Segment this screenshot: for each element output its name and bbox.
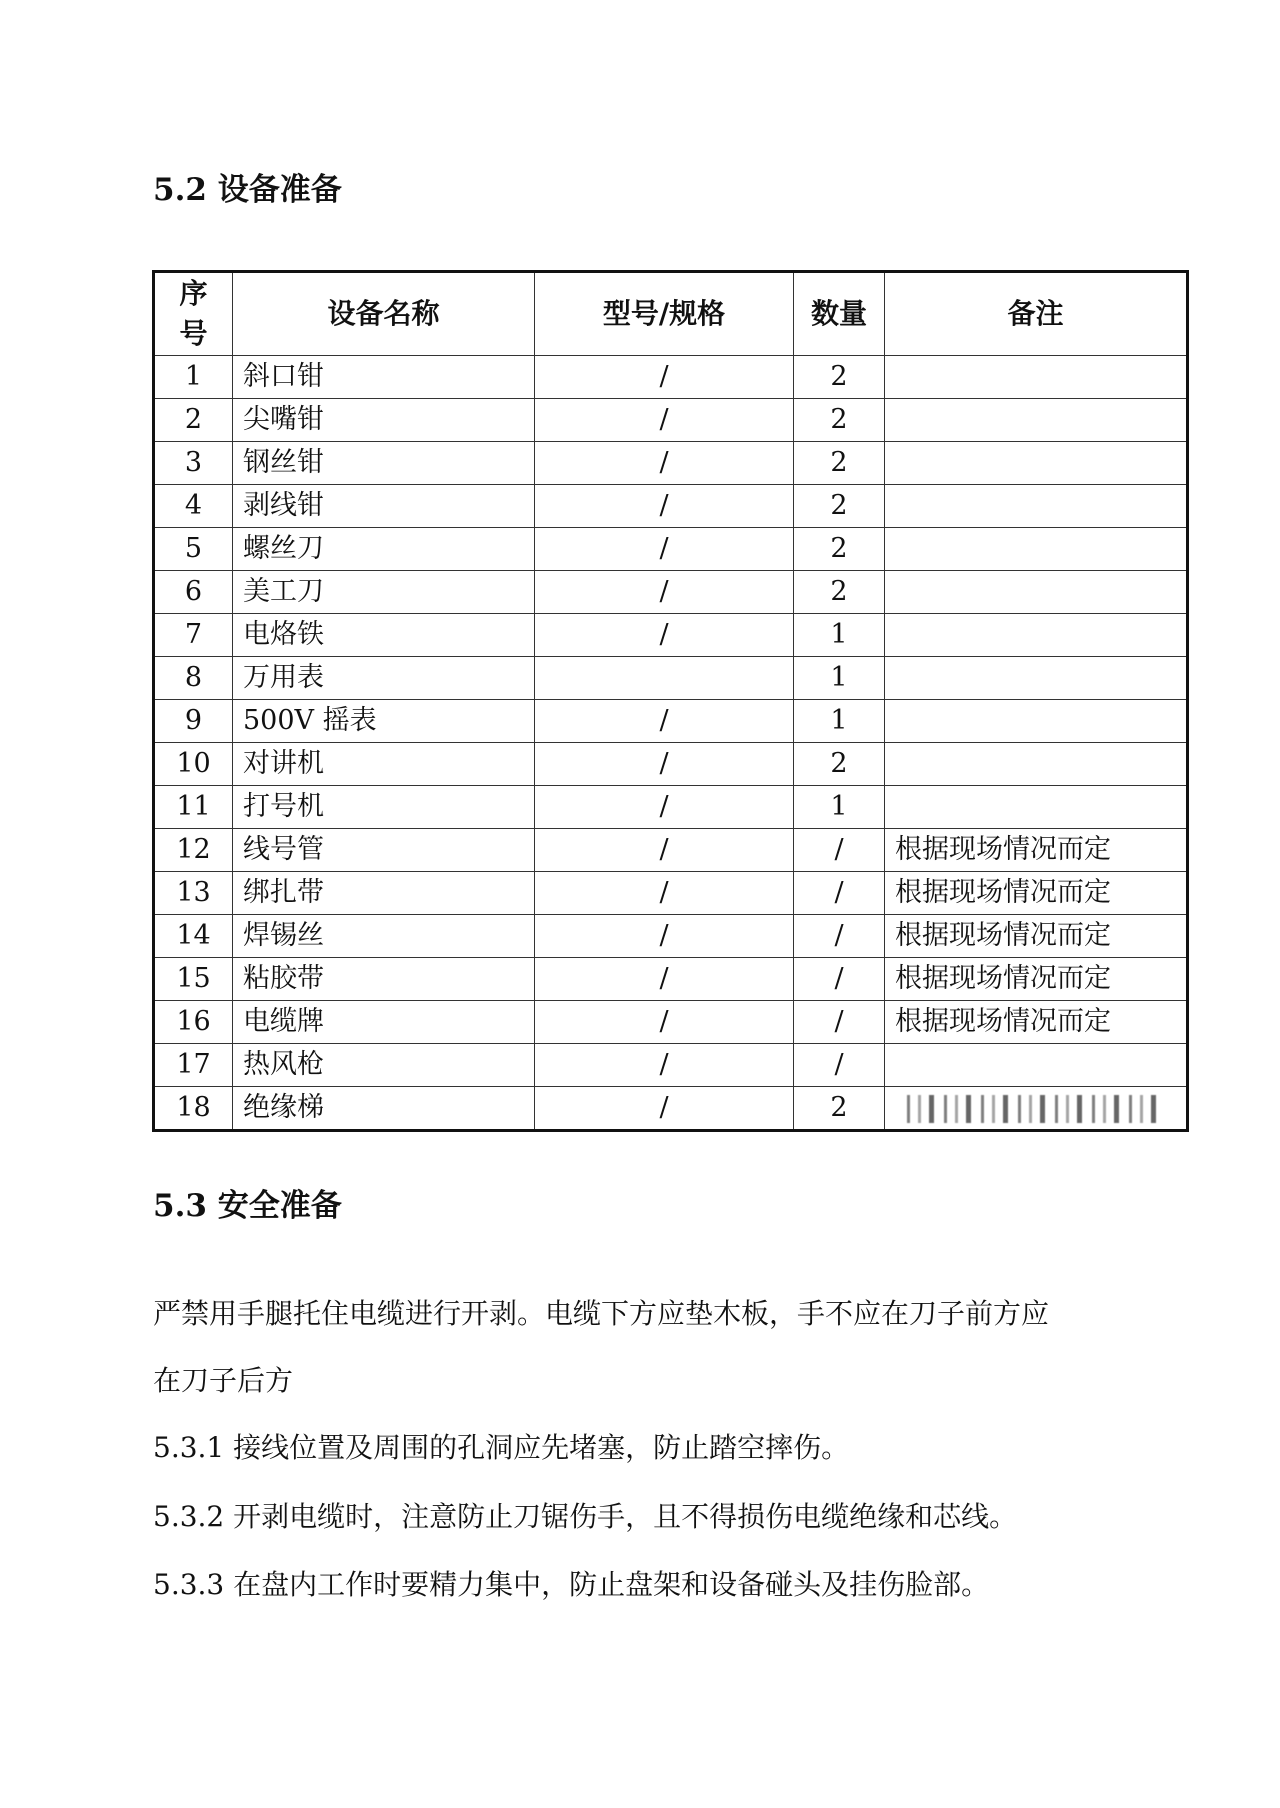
cell-index: 10: [154, 743, 233, 786]
cell-name: 焊锡丝: [233, 915, 535, 958]
table-row: [154, 786, 1188, 829]
table-row: [154, 442, 1188, 485]
cell-remark: [885, 1087, 1188, 1131]
cell-spec: /: [535, 700, 794, 743]
cell-qty: /: [794, 1044, 885, 1087]
cell-qty: /: [794, 915, 885, 958]
cell-name: 电烙铁: [233, 614, 535, 657]
cell-qty: /: [794, 829, 885, 872]
redacted-barcode-mark: [907, 1095, 1157, 1123]
table-row: [154, 1001, 1188, 1044]
cell-name: 斜口钳: [233, 356, 535, 399]
table-row: [154, 571, 1188, 614]
cell-name: 对讲机: [233, 743, 535, 786]
cell-remark: [885, 399, 1188, 442]
cell-index: 1: [154, 356, 233, 399]
cell-qty: 2: [794, 528, 885, 571]
table-row: [154, 915, 1188, 958]
cell-spec: /: [535, 442, 794, 485]
cell-qty: /: [794, 1001, 885, 1044]
cell-name: 绑扎带: [233, 872, 535, 915]
cell-name: 打号机: [233, 786, 535, 829]
cell-qty: /: [794, 872, 885, 915]
table-row: [154, 356, 1188, 399]
col-header-index: 序 号: [154, 272, 233, 356]
cell-name: 尖嘴钳: [233, 399, 535, 442]
cell-index: 18: [154, 1087, 233, 1131]
cell-spec: /: [535, 528, 794, 571]
cell-name: 500V 摇表: [233, 700, 535, 743]
table-row: [154, 1087, 1188, 1131]
cell-qty: 2: [794, 1087, 885, 1131]
cell-qty: 2: [794, 485, 885, 528]
cell-remark: [885, 442, 1188, 485]
cell-spec: /: [535, 958, 794, 1001]
cell-index: 9: [154, 700, 233, 743]
cell-remark: [885, 571, 1188, 614]
cell-name: 电缆牌: [233, 1001, 535, 1044]
cell-index: 4: [154, 485, 233, 528]
paragraph: 严禁用手腿托住电缆进行开剥。电缆下方应垫木板，手不应在刀子前方应: [153, 1297, 1050, 1330]
table-row: [154, 1044, 1188, 1087]
cell-spec: /: [535, 872, 794, 915]
cell-name: 螺丝刀: [233, 528, 535, 571]
cell-remark: [885, 528, 1188, 571]
cell-remark: 根据现场情况而定: [885, 1001, 1188, 1044]
table-row: [154, 485, 1188, 528]
paragraph: 5.3.2 开剥电缆时，注意防止刀锯伤手，且不得损伤电缆绝缘和芯线。: [153, 1500, 1018, 1533]
cell-index: 7: [154, 614, 233, 657]
table-row: [154, 700, 1188, 743]
cell-remark: [885, 614, 1188, 657]
cell-remark: [885, 657, 1188, 700]
cell-remark: [885, 786, 1188, 829]
cell-qty: 2: [794, 356, 885, 399]
cell-qty: 2: [794, 571, 885, 614]
cell-qty: /: [794, 958, 885, 1001]
cell-index: 6: [154, 571, 233, 614]
cell-qty: 1: [794, 700, 885, 743]
cell-index: 2: [154, 399, 233, 442]
cell-index: 5: [154, 528, 233, 571]
table-row: [154, 614, 1188, 657]
cell-spec: /: [535, 356, 794, 399]
col-header-remark: 备注: [885, 272, 1188, 356]
cell-remark: [885, 356, 1188, 399]
cell-remark: [885, 485, 1188, 528]
col-header-qty: 数量: [794, 272, 885, 356]
table-row: [154, 743, 1188, 786]
cell-spec: /: [535, 1001, 794, 1044]
cell-index: 14: [154, 915, 233, 958]
cell-remark: [885, 1044, 1188, 1087]
paragraph: 5.3.3 在盘内工作时要精力集中，防止盘架和设备碰头及挂伤脸部。: [153, 1568, 990, 1601]
cell-spec: /: [535, 1044, 794, 1087]
cell-spec: /: [535, 614, 794, 657]
cell-spec: [535, 657, 794, 700]
cell-index: 8: [154, 657, 233, 700]
cell-spec: /: [535, 1087, 794, 1131]
cell-index: 15: [154, 958, 233, 1001]
col-header-name: 设备名称: [233, 272, 535, 356]
table-row: [154, 528, 1188, 571]
cell-qty: 2: [794, 399, 885, 442]
cell-remark: [885, 743, 1188, 786]
cell-index: 13: [154, 872, 233, 915]
cell-qty: 1: [794, 786, 885, 829]
cell-spec: /: [535, 829, 794, 872]
cell-qty: 2: [794, 743, 885, 786]
paragraph: 5.3.1 接线位置及周围的孔洞应先堵塞，防止踏空摔伤。: [153, 1431, 850, 1464]
cell-index: 12: [154, 829, 233, 872]
cell-spec: /: [535, 743, 794, 786]
table-row: [154, 829, 1188, 872]
cell-remark: [885, 700, 1188, 743]
cell-name: 绝缘梯: [233, 1087, 535, 1131]
col-header-spec: 型号/规格: [535, 272, 794, 356]
cell-name: 美工刀: [233, 571, 535, 614]
cell-qty: 1: [794, 657, 885, 700]
section-title-5-2: 5.2 设备准备: [153, 172, 342, 208]
table-row: [154, 872, 1188, 915]
cell-spec: /: [535, 571, 794, 614]
cell-index: 17: [154, 1044, 233, 1087]
equipment-table: [152, 270, 1189, 1132]
cell-remark: 根据现场情况而定: [885, 829, 1188, 872]
cell-name: 剥线钳: [233, 485, 535, 528]
cell-name: 万用表: [233, 657, 535, 700]
paragraph: 在刀子后方: [153, 1364, 294, 1397]
cell-name: 线号管: [233, 829, 535, 872]
cell-name: 钢丝钳: [233, 442, 535, 485]
cell-index: 3: [154, 442, 233, 485]
section-title-5-3: 5.3 安全准备: [153, 1188, 342, 1224]
cell-spec: /: [535, 786, 794, 829]
cell-qty: 2: [794, 442, 885, 485]
cell-spec: /: [535, 915, 794, 958]
cell-remark: 根据现场情况而定: [885, 958, 1188, 1001]
cell-index: 16: [154, 1001, 233, 1044]
cell-index: 11: [154, 786, 233, 829]
cell-spec: /: [535, 485, 794, 528]
table-row: [154, 399, 1188, 442]
table-row: [154, 657, 1188, 700]
cell-remark: 根据现场情况而定: [885, 872, 1188, 915]
cell-qty: 1: [794, 614, 885, 657]
cell-name: 粘胶带: [233, 958, 535, 1001]
cell-remark: 根据现场情况而定: [885, 915, 1188, 958]
cell-name: 热风枪: [233, 1044, 535, 1087]
cell-spec: /: [535, 399, 794, 442]
table-row: [154, 958, 1188, 1001]
